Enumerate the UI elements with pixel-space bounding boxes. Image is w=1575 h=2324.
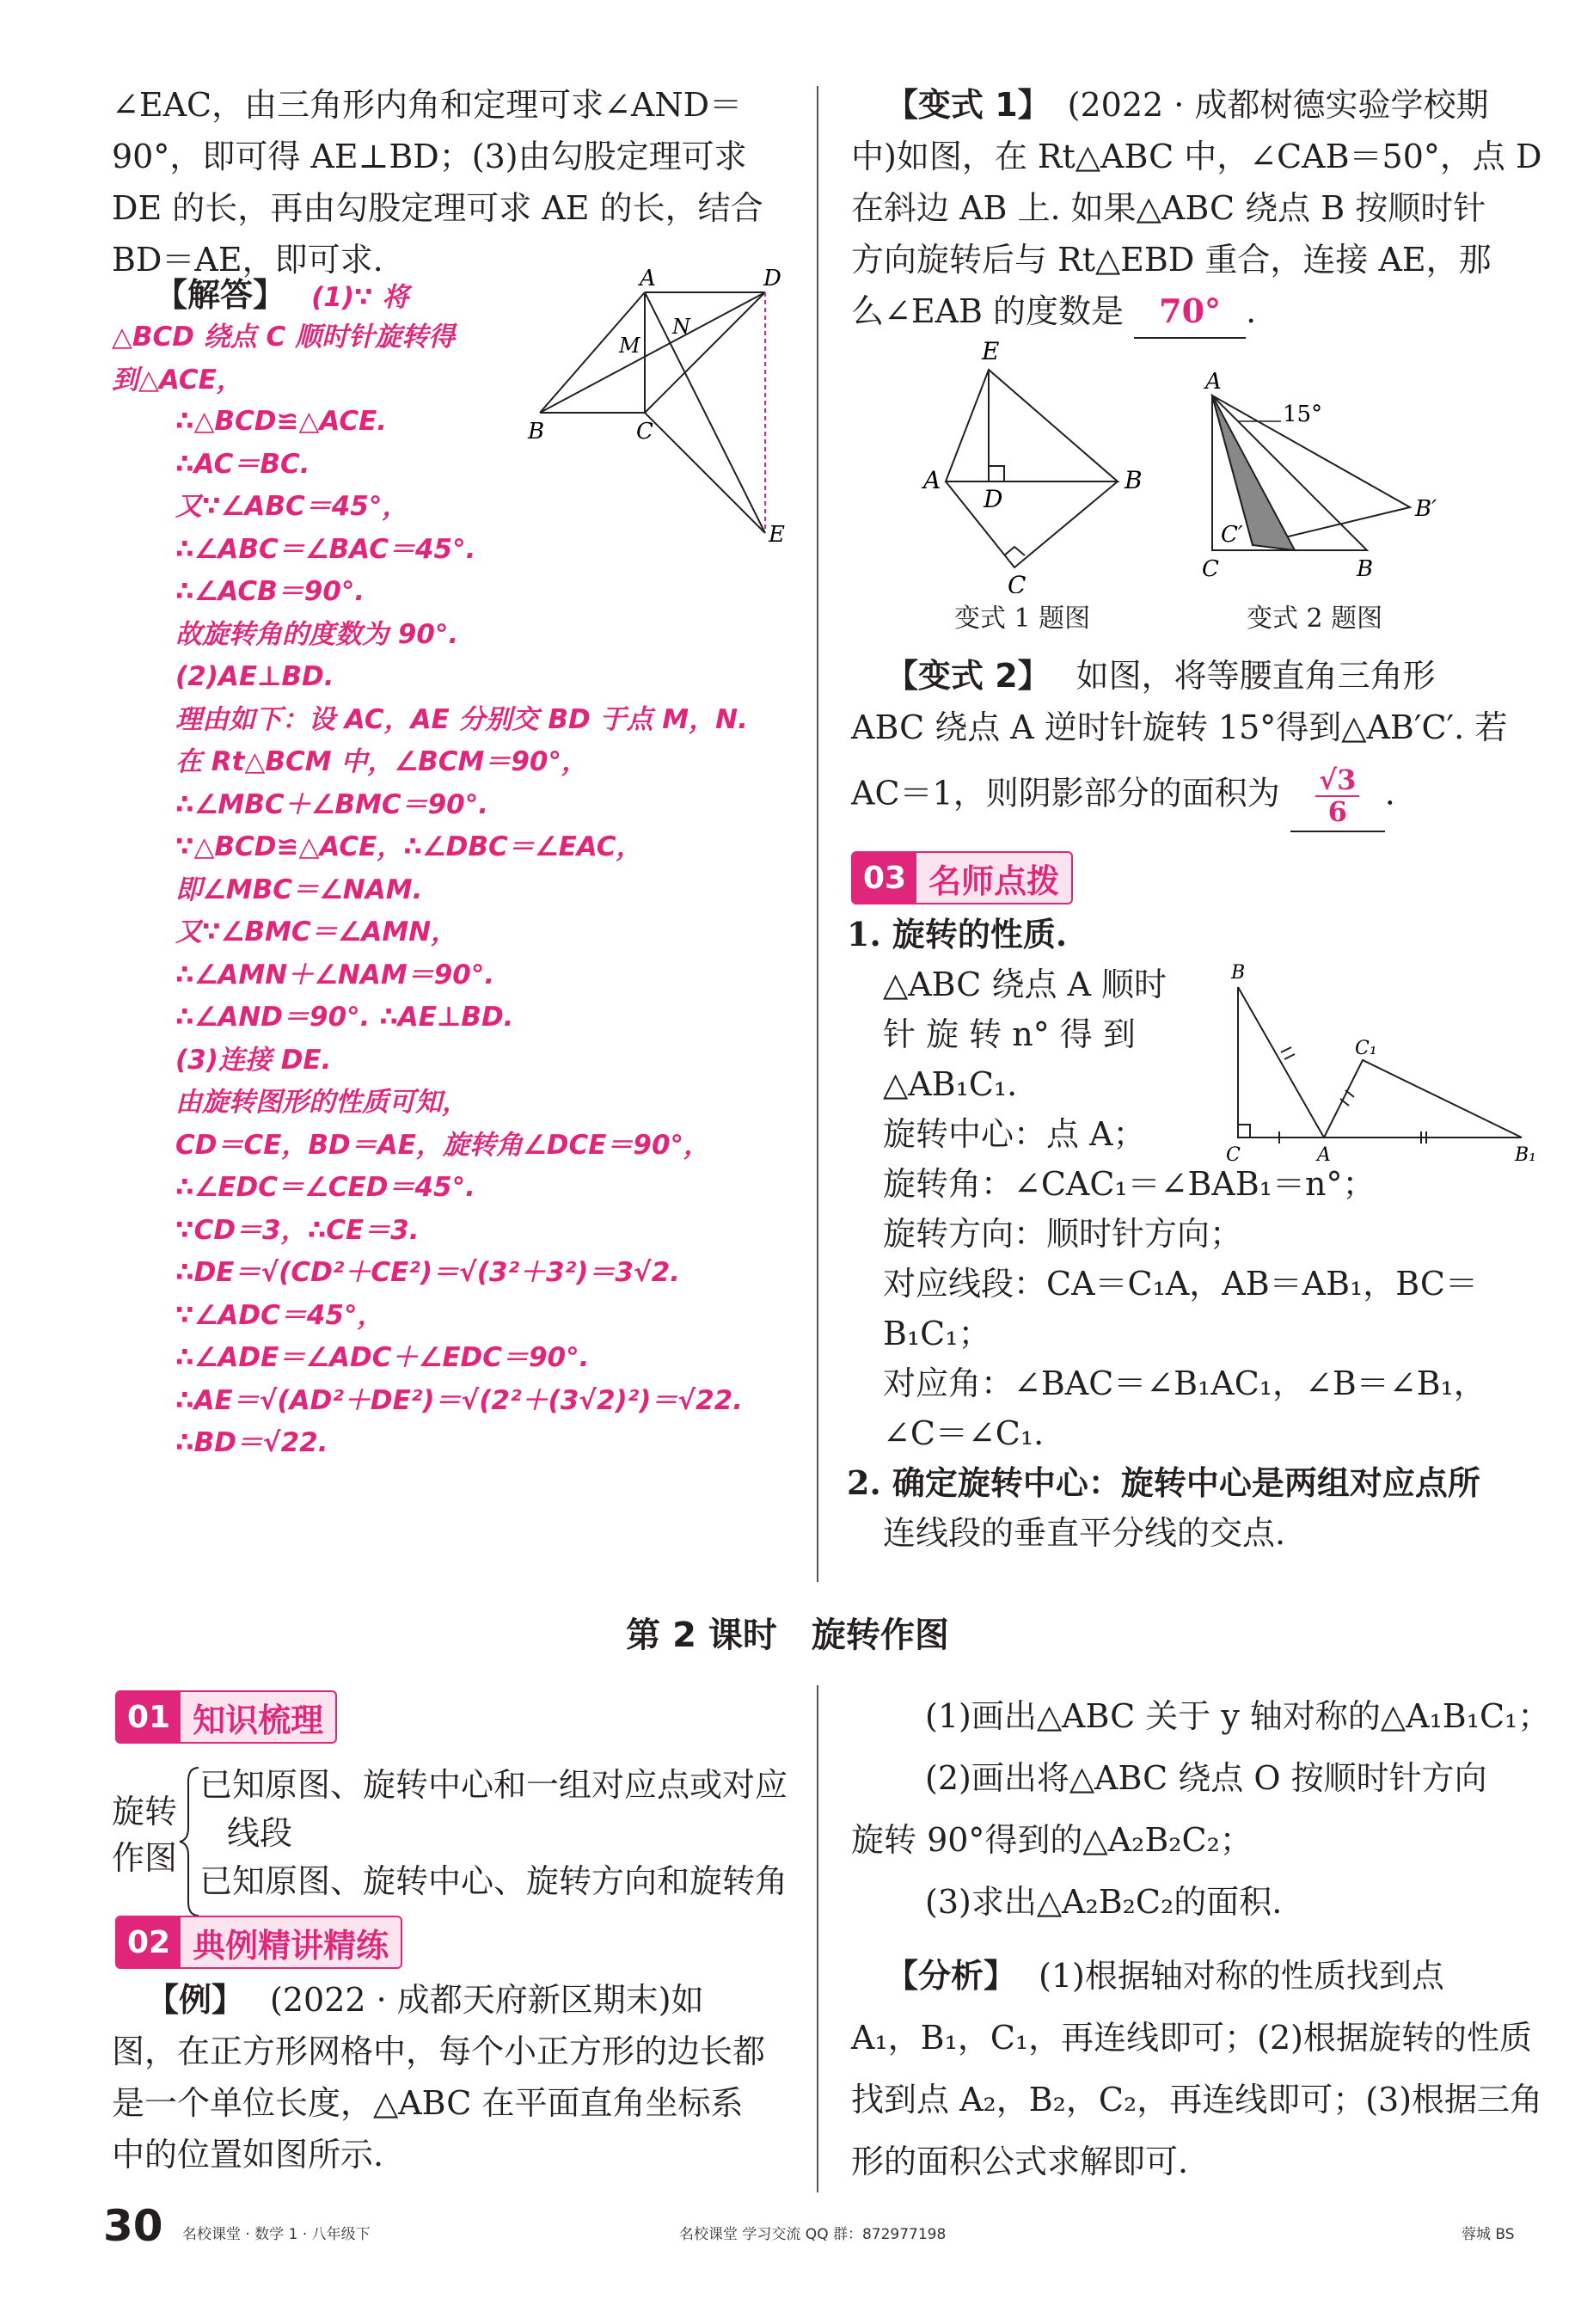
variant2-line: ABC 绕点 A 逆时针旋转 15°得到△AB′C′. 若 xyxy=(851,708,1508,746)
example-label: 【例】 xyxy=(146,1981,245,2019)
brace-icon xyxy=(176,1764,202,1919)
figure-bcd-ace xyxy=(516,267,800,559)
variant2: 【变式 2】 如图，将等腰直角三角形 ABC 绕点 A 逆时针旋转 15°得到△AB′C′. 若 AC＝1，则阴影部分的面积为 $\frac{√3}{6}$ . xyxy=(851,650,1522,832)
variant2-answer-den: 6 xyxy=(1327,795,1347,829)
solution-line: ∴∠AMN＋∠NAM＝90°. xyxy=(175,959,495,990)
solution-line: ∵∠ADC＝45°， xyxy=(175,1299,384,1331)
tip-line: 旋转角：∠CAC₁＝∠BAB₁＝n°； xyxy=(883,1165,1376,1203)
solution-line: ∴∠ABC＝∠BAC＝45°. xyxy=(175,533,476,565)
badge-03-title: 名师点拨 xyxy=(928,862,1060,900)
tip-line: 对应线段：CA＝C₁A，AB＝AB₁，BC＝ xyxy=(883,1265,1478,1303)
tip-line: 2. 确定旋转中心：旋转中心是两组对应点所 xyxy=(847,1463,1480,1502)
solution-line: ∴∠ADE＝∠ADC＋∠EDC＝90°. xyxy=(175,1342,590,1373)
label-M: M xyxy=(619,334,640,358)
variant1-line: 方向旋转后与 Rt△EBD 重合，连接 AE，那 xyxy=(851,241,1492,279)
footer-right: 蓉城 BS xyxy=(1462,2226,1515,2243)
analysis-line: (1)根据轴对称的性质找到点 xyxy=(1039,1957,1444,1995)
fig2-angle-label: 15° xyxy=(1283,402,1323,427)
left-intro-text xyxy=(112,79,763,285)
figure-variant2 xyxy=(1186,370,1462,593)
variant1-line: 中)如图，在 Rt△ABC 中，∠CAB＝50°，点 D xyxy=(851,138,1542,175)
solution-body xyxy=(175,401,748,1465)
text-line: BD＝AE，即可求. xyxy=(112,241,383,279)
example-line: (2022 · 成都天府新区期末)如 xyxy=(270,1981,704,2019)
svg-text:C: C xyxy=(1008,571,1027,593)
footer-left: 名校课堂 · 数学 1 · 八年级下 xyxy=(182,2226,371,2243)
tip-line: ∠C＝∠C₁. xyxy=(883,1414,1045,1452)
solution-line: ∴DE＝√(CD²＋CE²)＝√(3²＋3²)＝3√2. xyxy=(175,1257,680,1288)
example-tasks xyxy=(851,1685,1551,1933)
brace-label-2: 作图 xyxy=(112,1839,178,1877)
example xyxy=(112,1974,791,2180)
badge-01 xyxy=(115,1690,337,1744)
solution-line: ∴BD＝√22. xyxy=(175,1427,328,1458)
label-D: D xyxy=(763,267,781,291)
tip-line: 旋转中心：点 A； xyxy=(883,1115,1146,1153)
variant2-line: 如图，将等腰直角三角形 xyxy=(1076,657,1436,695)
badge-03-num: 03 xyxy=(853,853,916,903)
tip-line: △ABC 绕点 A 顺时 xyxy=(883,966,1167,1003)
variant2-answer-num: √3 xyxy=(1315,765,1359,797)
svg-text:E: E xyxy=(982,337,1000,365)
svg-text:B₁: B₁ xyxy=(1515,1144,1536,1166)
analysis-label: 【分析】 xyxy=(886,1957,1017,1995)
svg-text:D: D xyxy=(984,485,1003,513)
example-line: 中的位置如图所示. xyxy=(112,2136,384,2174)
tip-line: △AB₁C₁. xyxy=(883,1065,1018,1103)
figure-tips xyxy=(1212,961,1539,1176)
solution-line: (3)连接 DE. xyxy=(175,1044,332,1076)
variant1-line: 在斜边 AB 上. 如果△ABC 绕点 B 按顺时针 xyxy=(851,189,1486,227)
analysis-line: 形的面积公式求解即可. xyxy=(851,2143,1189,2180)
column-divider-top xyxy=(817,86,818,1582)
solution-line: 又∵∠BMC＝∠AMN， xyxy=(175,917,458,947)
tip-line: 1. 旋转的性质. xyxy=(847,915,1068,954)
solution-line: 到△ACE， xyxy=(112,364,243,396)
svg-text:A: A xyxy=(923,466,941,494)
jieda-label: 【解答】 xyxy=(155,276,286,314)
brace-label-1: 旋转 xyxy=(112,1793,178,1830)
solution-line: ∴AC＝BC. xyxy=(175,448,310,480)
text-line: DE 的长，再由勾股定理可求 AE 的长，结合 xyxy=(112,189,763,227)
solution-line: 故旋转角的度数为 90°. xyxy=(175,618,459,650)
section-title: 第 2 课时 旋转作图 xyxy=(626,1616,949,1655)
task-line: 旋转 90°得到的△A₂B₂C₂； xyxy=(851,1821,1253,1859)
analysis xyxy=(851,1945,1543,2192)
variant2-line: AC＝1，则阴影部分的面积为 xyxy=(851,774,1280,812)
label-C: C xyxy=(636,419,653,445)
brace-items xyxy=(199,1761,788,1905)
brace-label xyxy=(112,1788,177,1881)
solution-line: ∵△BCD≌△ACE，∴∠DBC＝∠EAC， xyxy=(175,831,643,862)
task-line: (2)画出将△ABC 绕点 O 按顺时针方向 xyxy=(925,1759,1487,1797)
label-N: N xyxy=(672,315,690,339)
fig1-caption: 变式 1 题图 xyxy=(954,604,1091,634)
task-line: (3)求出△A₂B₂C₂的面积. xyxy=(925,1883,1283,1921)
footer-center: 名校课堂 学习交流 QQ 群：872977198 xyxy=(679,2226,947,2243)
column-divider-bottom xyxy=(817,1685,818,2192)
solution-line: 由旋转图形的性质可知， xyxy=(175,1087,469,1118)
solution-line: 又∵∠ABC＝45°， xyxy=(175,491,409,522)
solution-line: 理由如下：设 AC，AE 分别交 BD 于点 M，N. xyxy=(175,703,748,735)
svg-text:C: C xyxy=(1202,556,1219,582)
jieda-header xyxy=(155,273,408,320)
label-E: E xyxy=(769,522,785,548)
svg-text:B′: B′ xyxy=(1415,496,1437,522)
solution-line: ∴∠AND＝90°. ∴AE⊥BD. xyxy=(175,1002,514,1033)
badge-02-title: 典例精讲精练 xyxy=(193,1926,389,1965)
variant1-label: 【变式 1】 xyxy=(886,86,1051,124)
variant1-answer: 70° xyxy=(1159,291,1222,330)
solution-line: (2)AE⊥BD. xyxy=(175,661,334,692)
variant2-answer xyxy=(1315,765,1359,827)
tip-line: 针 旋 转 n° 得 到 xyxy=(883,1015,1136,1053)
variant2-label: 【变式 2】 xyxy=(886,657,1051,695)
page-number: 30 xyxy=(103,2201,163,2251)
figure-variant1 xyxy=(911,335,1169,593)
variant1: 【变式 1】 (2022 · 成都树德实验学校期 中)如图，在 Rt△ABC 中，∠CAB＝50°，点 D 在斜边 AB 上. 如果△ABC 绕点 B 按顺时针 方向旋转后与 Rt△EBD 重合，连接 AE，那 么∠EAB 的度数是 70° . xyxy=(851,79,1522,339)
solution-line: 即∠MBC＝∠NAM. xyxy=(175,874,423,905)
tip-line: 对应角：∠BAC＝∠B₁AC₁，∠B＝∠B₁， xyxy=(883,1364,1486,1402)
label-A: A xyxy=(640,267,656,291)
label-B: B xyxy=(528,419,545,445)
example-line: 图，在正方形网格中，每个小正方形的边长都 xyxy=(112,2033,766,2070)
brace-item: 线段 xyxy=(227,1814,293,1852)
svg-text:B: B xyxy=(1231,962,1246,984)
tip-line: 旋转方向：顺时针方向； xyxy=(883,1215,1243,1253)
brace-item: 已知原图、旋转中心、旋转方向和旋转角 xyxy=(199,1862,788,1900)
badge-02 xyxy=(115,1916,402,1969)
task-line: (1)画出△ABC 关于 y 轴对称的△A₁B₁C₁； xyxy=(925,1697,1551,1735)
analysis-line: A₁，B₁，C₁，再连线即可；(2)根据旋转的性质 xyxy=(851,2019,1532,2057)
solution-line: ∴∠EDC＝∠CED＝45°. xyxy=(175,1172,475,1203)
solution-line: 在 Rt△BCM 中，∠BCM＝90°， xyxy=(175,746,588,777)
svg-text:C: C xyxy=(1226,1144,1241,1166)
svg-text:A: A xyxy=(1205,370,1222,395)
tip-line: B₁C₁； xyxy=(883,1315,991,1352)
svg-text:A: A xyxy=(1317,1144,1331,1166)
solution-line: △BCD 绕点 C 顺时针旋转得 xyxy=(112,322,456,353)
solution-line: ∴∠MBC＋∠BMC＝90°. xyxy=(175,788,489,820)
variant1-line: (2022 · 成都树德实验学校期 xyxy=(1067,86,1489,124)
jieda-first: (1)∵ 将 xyxy=(311,282,409,313)
solution-line: CD＝CE，BD＝AE，旋转角∠DCE＝90°， xyxy=(175,1129,711,1161)
solution-line: ∵CD＝3，∴CE＝3. xyxy=(175,1214,420,1246)
fig2-caption: 变式 2 题图 xyxy=(1247,604,1383,634)
svg-text:C′: C′ xyxy=(1221,522,1243,548)
badge-01-title: 知识梳理 xyxy=(193,1701,324,1739)
svg-text:C₁: C₁ xyxy=(1355,1038,1377,1059)
brace-item: 已知原图、旋转中心和一组对应点或对应 xyxy=(199,1766,788,1804)
analysis-line: 找到点 A₂，B₂，C₂，再连线即可；(3)根据三角 xyxy=(851,2081,1543,2119)
solution-line: ∴∠ACB＝90°. xyxy=(175,576,365,607)
svg-text:B: B xyxy=(1125,466,1143,494)
solution-line: ∴△BCD≌△ACE. xyxy=(175,406,388,437)
solution-line: ∴AE＝√(AD²＋DE²)＝√(2²＋(3√2)²)＝√22. xyxy=(175,1384,744,1416)
badge-02-num: 02 xyxy=(117,1917,181,1967)
solution-top xyxy=(112,316,455,402)
badge-01-num: 01 xyxy=(117,1692,181,1742)
badge-03 xyxy=(851,851,1073,904)
tip-line: 连线段的垂直平分线的交点. xyxy=(883,1514,1286,1552)
variant1-line: 么∠EAB 的度数是 xyxy=(851,292,1125,330)
text-line: ∠EAC，由三角形内角和定理可求∠AND＝ xyxy=(112,86,743,124)
svg-text:B: B xyxy=(1357,556,1374,582)
example-line: 是一个单位长度，△ABC 在平面直角坐标系 xyxy=(112,2084,744,2122)
text-line: 90°，即可得 AE⊥BD；(3)由勾股定理可求 xyxy=(112,138,747,175)
